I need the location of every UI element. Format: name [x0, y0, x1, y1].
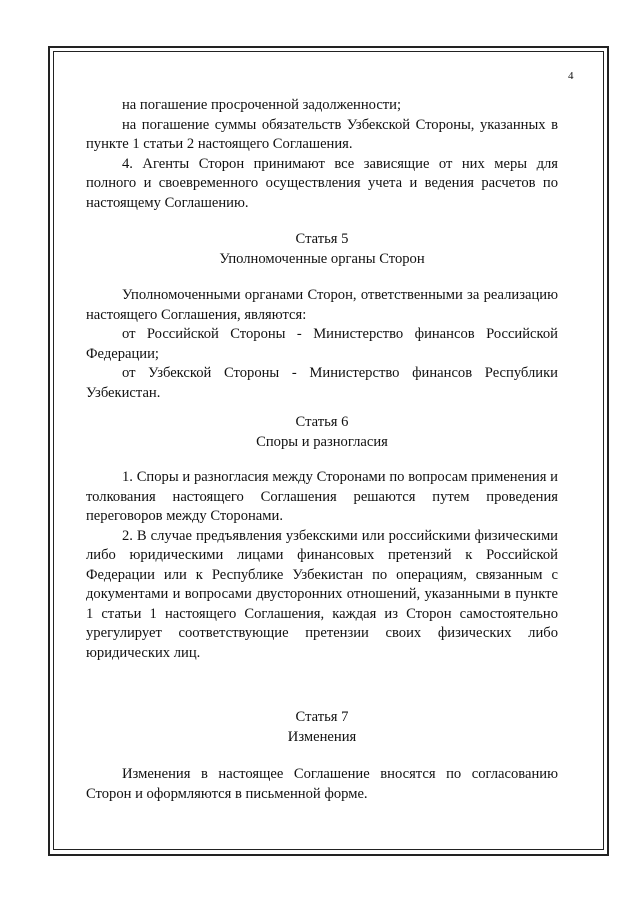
paragraph-overdue-debt: на погашение просроченной задолженности;: [122, 97, 402, 113]
article-7-paragraph-1: Изменения в настоящее Соглашение вносятся по согласованию Сторон и оформляются в письменной форме.: [86, 766, 558, 802]
article-7-heading: [86, 708, 558, 747]
paragraph-agents-measures: 4. Агенты Сторон принимают все зависящие от них меры для полного и своевременного осуществления учета и ведения расчетов по настоящему Соглашению.: [86, 155, 558, 211]
article-5-body: [86, 286, 558, 403]
article-5-number: Статья 5: [295, 231, 349, 247]
article-7-number: Статья 7: [295, 709, 349, 725]
article-6-paragraph-1: 1. Споры и разногласия между Сторонами по вопросам применения и толкования настоящего Соглашения решаются путем проведения переговоров между Сторонами.: [86, 469, 558, 524]
article-6-title: Споры и разногласия: [256, 433, 388, 450]
paragraph-obligations: на погашение суммы обязательств Узбекской Стороны, указанных в пункте 1 статьи 2 настоящего Соглашения.: [86, 116, 558, 152]
article-5-paragraph-2: от Российской Стороны - Министерство финансов Российской Федерации;: [86, 326, 558, 362]
article-6-number: Статья 6: [295, 414, 349, 430]
continuation-block: [86, 96, 558, 213]
page-number: 4: [568, 70, 574, 82]
article-6-paragraph-2: 2. В случае предъявления узбекскими или российскими физическими либо юридическими лицами финансовых претензий к Российской Федерации или к Республике Узбекистан по операциям, связанным с документами и вопросами двусторонних отношений, указанными в пункте 1 статьи 1 настоящего Соглашения, каждая из Сторон самостоятельно урегулирует соответствующие претензии своих физических либо юридических лиц.: [86, 527, 558, 661]
article-5-paragraph-3: от Узбекской Стороны - Министерство финансов Республики Узбекистан.: [86, 365, 558, 401]
article-5-title: Уполномоченные органы Сторон: [219, 250, 425, 267]
article-5-paragraph-1: Уполномоченными органами Сторон, ответственными за реализацию настоящего Соглашения, являются:: [86, 287, 558, 323]
article-6-heading: [86, 413, 558, 452]
article-5-heading: [86, 230, 558, 269]
article-6-body: [86, 468, 558, 663]
article-7-body: [86, 765, 558, 804]
article-7-title: Изменения: [287, 728, 357, 745]
